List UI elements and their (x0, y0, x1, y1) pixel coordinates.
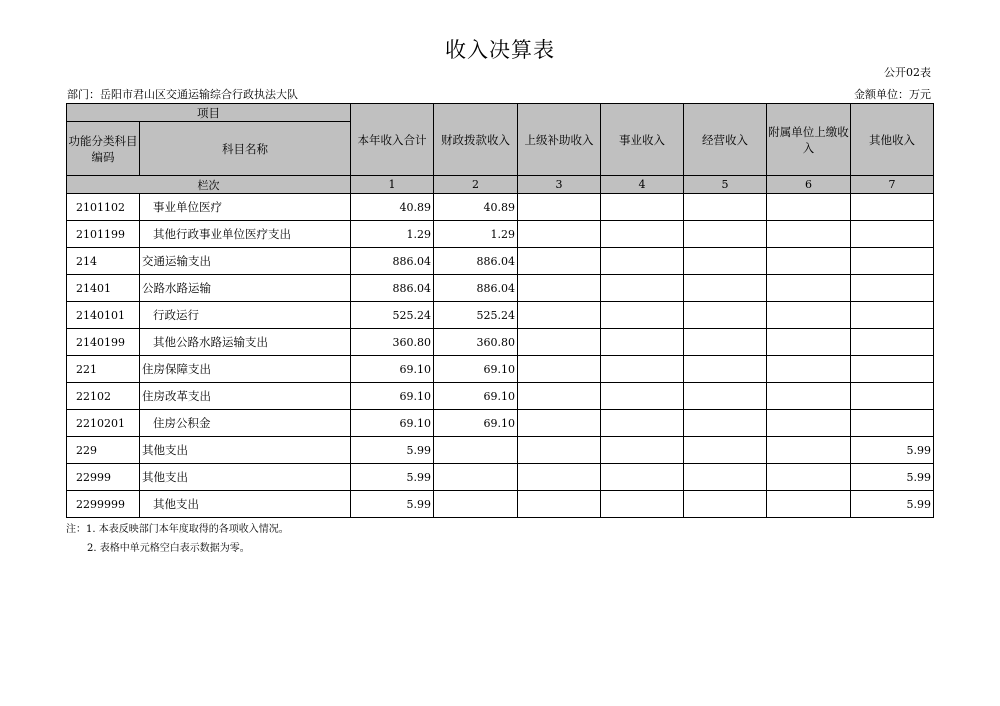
table-row (67, 356, 934, 383)
col-number: 1 (351, 176, 434, 194)
table-notes (66, 520, 289, 558)
col-header-operating: 经营收入 (684, 104, 767, 176)
amount-cell (684, 221, 767, 248)
subject-code-cell: 221 (67, 356, 140, 383)
amount-cell (684, 383, 767, 410)
subject-name-cell: 其他支出 (140, 437, 351, 464)
amount-cell (684, 275, 767, 302)
amount-cell (767, 302, 851, 329)
amount-cell (518, 329, 601, 356)
subject-name-cell: 其他行政事业单位医疗支出 (140, 221, 351, 248)
table-row (67, 491, 934, 518)
amount-cell: 40.89 (351, 194, 434, 221)
amount-cell (518, 221, 601, 248)
amount-cell (601, 194, 684, 221)
table-row (67, 275, 934, 302)
subject-name-cell: 其他支出 (140, 491, 351, 518)
amount-cell: 5.99 (351, 491, 434, 518)
amount-cell (684, 194, 767, 221)
table-row (67, 464, 934, 491)
amount-cell (518, 491, 601, 518)
amount-cell (601, 356, 684, 383)
amount-cell (601, 383, 684, 410)
subject-code-cell: 2140199 (67, 329, 140, 356)
amount-cell: 5.99 (851, 491, 934, 518)
amount-cell (601, 464, 684, 491)
col-number: 4 (601, 176, 684, 194)
subject-code-cell: 214 (67, 248, 140, 275)
amount-cell (601, 437, 684, 464)
amount-cell (518, 437, 601, 464)
amount-cell: 69.10 (434, 383, 518, 410)
amount-cell (434, 464, 518, 491)
amount-cell (767, 437, 851, 464)
func-code-header: 功能分类科目编码 (67, 122, 140, 176)
amount-cell: 40.89 (434, 194, 518, 221)
amount-cell (851, 221, 934, 248)
amount-cell: 69.10 (434, 410, 518, 437)
amount-cell (684, 329, 767, 356)
amount-cell (601, 410, 684, 437)
subject-name-cell: 事业单位医疗 (140, 194, 351, 221)
amount-cell (601, 329, 684, 356)
amount-cell: 360.80 (351, 329, 434, 356)
amount-cell (684, 302, 767, 329)
subject-code-cell: 2210201 (67, 410, 140, 437)
amount-cell: 886.04 (351, 248, 434, 275)
subject-name-cell: 其他公路水路运输支出 (140, 329, 351, 356)
amount-cell: 69.10 (434, 356, 518, 383)
table-row (67, 329, 934, 356)
subject-code-cell: 229 (67, 437, 140, 464)
amount-cell (684, 464, 767, 491)
income-table (66, 103, 934, 518)
amount-cell (851, 356, 934, 383)
amount-cell (518, 302, 601, 329)
amount-cell (767, 221, 851, 248)
amount-cell (851, 302, 934, 329)
amount-cell (851, 383, 934, 410)
amount-cell (767, 356, 851, 383)
subject-code-cell: 21401 (67, 275, 140, 302)
subject-code-cell: 2101199 (67, 221, 140, 248)
table-row (67, 302, 934, 329)
amount-cell (518, 248, 601, 275)
subject-code-cell: 22102 (67, 383, 140, 410)
subject-name-cell: 住房公积金 (140, 410, 351, 437)
amount-cell: 5.99 (851, 464, 934, 491)
amount-cell (434, 437, 518, 464)
col-header-affiliated: 附属单位上缴收入 (767, 104, 851, 176)
amount-cell (851, 194, 934, 221)
amount-cell (767, 248, 851, 275)
table-row (67, 410, 934, 437)
amount-cell (518, 383, 601, 410)
amount-cell (767, 410, 851, 437)
amount-cell (601, 275, 684, 302)
amount-cell: 886.04 (351, 275, 434, 302)
subject-code-cell: 22999 (67, 464, 140, 491)
subject-name-cell: 住房保障支出 (140, 356, 351, 383)
amount-cell: 360.80 (434, 329, 518, 356)
amount-cell (767, 464, 851, 491)
col-number: 7 (851, 176, 934, 194)
amount-cell: 5.99 (851, 437, 934, 464)
table-row (67, 383, 934, 410)
col-number-label: 栏次 (67, 176, 351, 194)
amount-cell (767, 491, 851, 518)
subject-name-cell: 住房改革支出 (140, 383, 351, 410)
form-code: 公开02表 (884, 66, 931, 79)
col-number: 3 (518, 176, 601, 194)
amount-cell (434, 491, 518, 518)
amount-cell: 5.99 (351, 437, 434, 464)
col-number-row (67, 176, 934, 194)
amount-cell (684, 248, 767, 275)
amount-cell: 69.10 (351, 410, 434, 437)
amount-cell (601, 248, 684, 275)
amount-cell (684, 437, 767, 464)
amount-cell (851, 410, 934, 437)
amount-cell (684, 356, 767, 383)
amount-cell (601, 302, 684, 329)
amount-cell (601, 491, 684, 518)
amount-cell: 886.04 (434, 275, 518, 302)
table-row (67, 194, 934, 221)
amount-cell (601, 221, 684, 248)
col-header-superior: 上级补助收入 (518, 104, 601, 176)
subject-code-cell: 2299999 (67, 491, 140, 518)
table-row (67, 248, 934, 275)
table-row (67, 221, 934, 248)
col-number: 2 (434, 176, 518, 194)
amount-cell (518, 464, 601, 491)
amount-cell (767, 383, 851, 410)
note-1: 注：1. 本表反映部门本年度取得的各项收入情况。 (66, 524, 289, 535)
page-title: 收入决算表 (445, 38, 555, 62)
amount-cell (767, 194, 851, 221)
amount-cell: 886.04 (434, 248, 518, 275)
amount-cell (684, 410, 767, 437)
amount-cell (767, 329, 851, 356)
note-2: 2. 表格中单元格空白表示数据为零。 (87, 543, 250, 554)
amount-cell (851, 329, 934, 356)
col-header-business: 事业收入 (601, 104, 684, 176)
subject-name-cell: 交通运输支出 (140, 248, 351, 275)
table-row (67, 437, 934, 464)
amount-cell: 1.29 (434, 221, 518, 248)
amount-cell: 525.24 (434, 302, 518, 329)
item-group-header: 项目 (67, 104, 351, 122)
col-header-other: 其他收入 (851, 104, 934, 176)
amount-cell (518, 275, 601, 302)
amount-cell: 1.29 (351, 221, 434, 248)
amount-cell: 69.10 (351, 356, 434, 383)
col-number: 5 (684, 176, 767, 194)
amount-cell (518, 194, 601, 221)
amount-cell: 5.99 (351, 464, 434, 491)
amount-cell: 525.24 (351, 302, 434, 329)
subject-code-cell: 2101102 (67, 194, 140, 221)
department-label: 部门：岳阳市君山区交通运输综合行政执法大队 (67, 88, 298, 101)
amount-cell (767, 275, 851, 302)
subject-name-cell: 其他支出 (140, 464, 351, 491)
amount-cell (851, 275, 934, 302)
subject-name-cell: 公路水路运输 (140, 275, 351, 302)
subject-code-cell: 2140101 (67, 302, 140, 329)
amount-unit-label: 金额单位：万元 (854, 88, 931, 101)
amount-cell (518, 356, 601, 383)
amount-cell: 69.10 (351, 383, 434, 410)
amount-cell (684, 491, 767, 518)
col-number: 6 (767, 176, 851, 194)
col-header-total: 本年收入合计 (351, 104, 434, 176)
subject-name-cell: 行政运行 (140, 302, 351, 329)
amount-cell (851, 248, 934, 275)
subject-name-header: 科目名称 (140, 122, 351, 176)
col-header-fiscal: 财政拨款收入 (434, 104, 518, 176)
amount-cell (518, 410, 601, 437)
